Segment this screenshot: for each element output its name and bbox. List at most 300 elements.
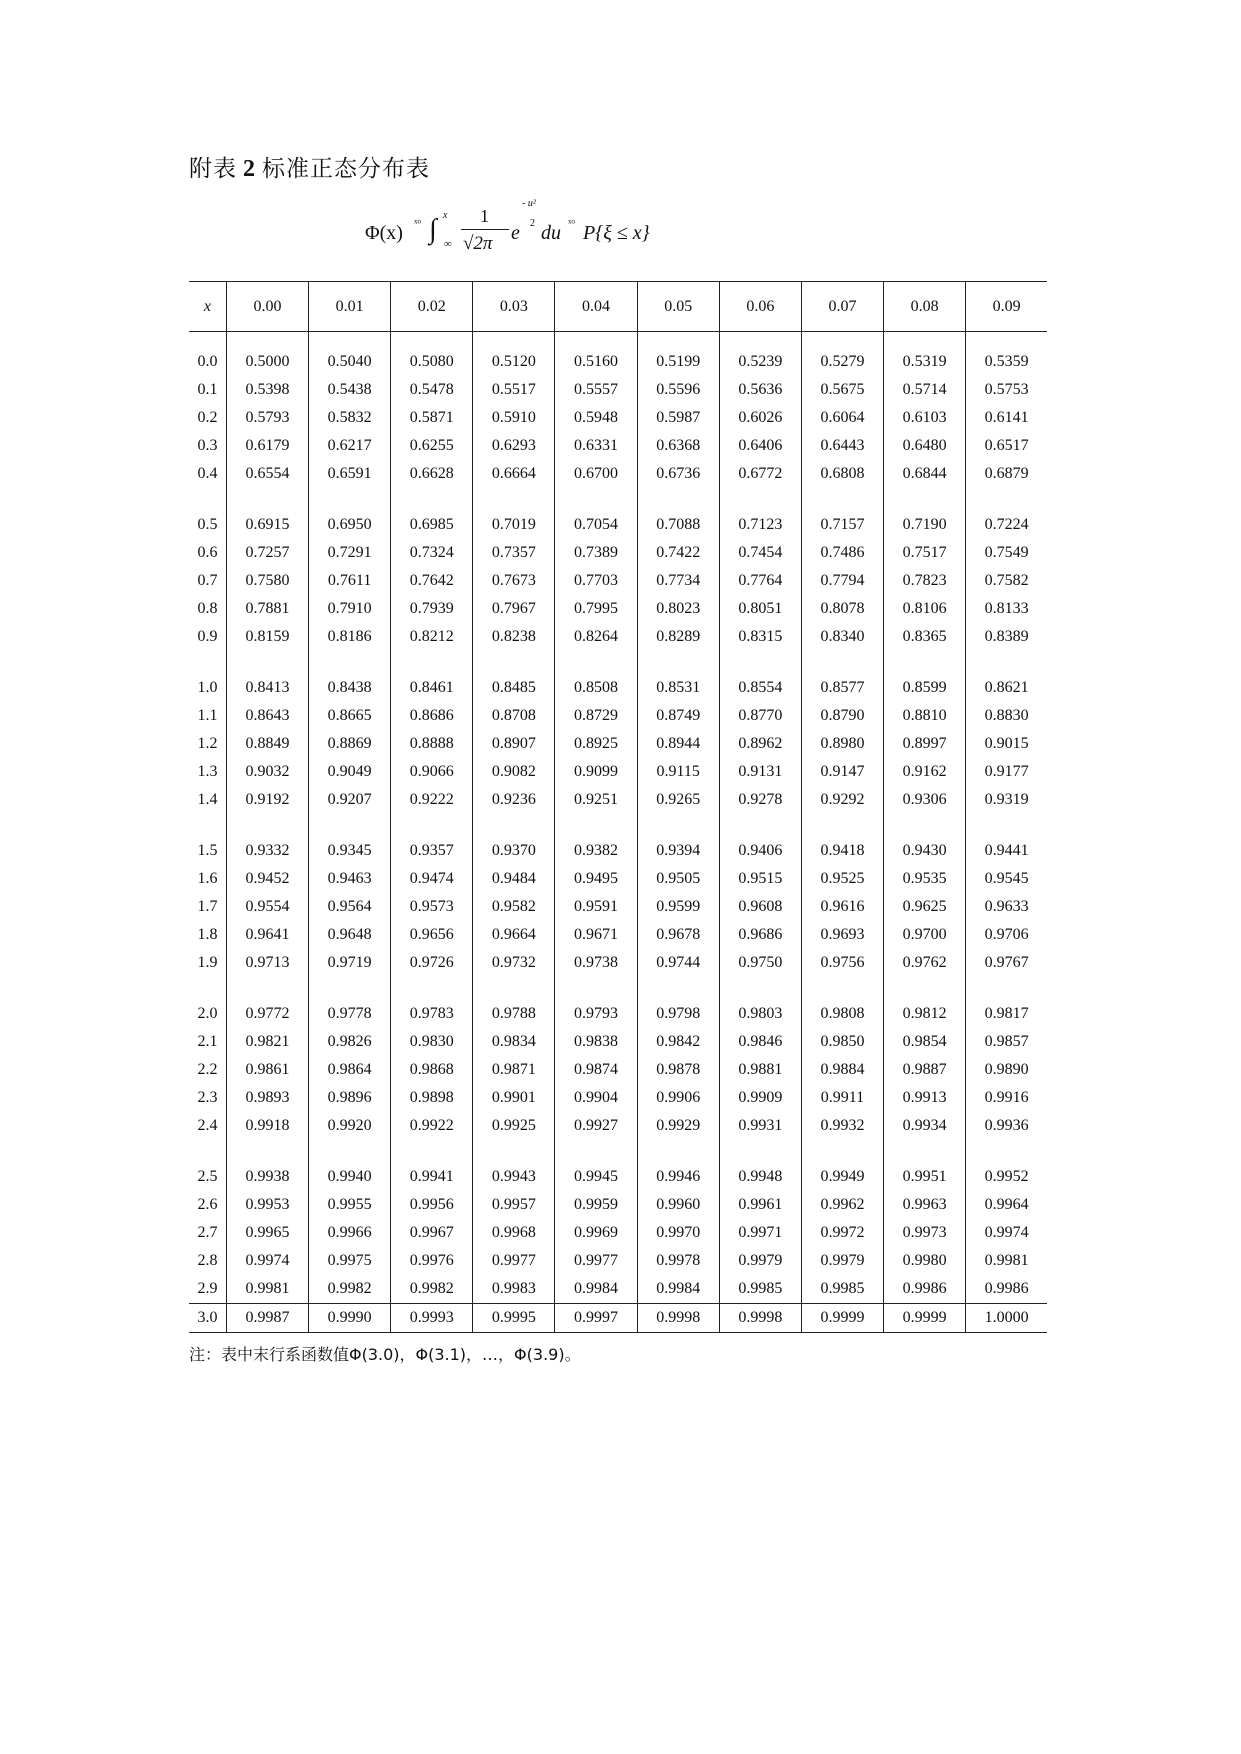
table-cell: 0.6255 <box>391 432 473 460</box>
table-cell: 0.8962 <box>719 730 801 758</box>
table-cell: 0.9332 <box>226 814 308 865</box>
table-cell: 0.7486 <box>801 539 883 567</box>
table-cell: 0.9993 <box>391 1304 473 1333</box>
table-cell: 0.7389 <box>555 539 637 567</box>
table-cell: 0.9306 <box>884 786 966 814</box>
table-cell: 0.9969 <box>555 1219 637 1247</box>
table-cell: 0.7019 <box>473 488 555 539</box>
table-cell: 0.6368 <box>637 432 719 460</box>
normal-distribution-table <box>189 281 1047 1333</box>
table-cell: 0.8508 <box>555 651 637 702</box>
table-cell: 0.9726 <box>391 949 473 977</box>
table-cell: 0.9788 <box>473 977 555 1028</box>
table-cell: 0.7224 <box>966 488 1047 539</box>
table-cell: 0.9370 <box>473 814 555 865</box>
table-row <box>189 949 1047 977</box>
table-cell: 0.9345 <box>309 814 391 865</box>
formula-eq-sign-1: ˣᵒ <box>414 216 421 230</box>
table-cell: 0.9977 <box>473 1247 555 1275</box>
row-x-value: 3.0 <box>189 1304 226 1333</box>
table-cell: 0.6293 <box>473 432 555 460</box>
table-cell: 0.8159 <box>226 623 308 651</box>
table-cell: 0.9664 <box>473 921 555 949</box>
table-cell: 0.9906 <box>637 1084 719 1112</box>
row-x-value: 0.7 <box>197 572 218 589</box>
row-x-value: 0.0 <box>197 353 218 370</box>
row-x-value: 0.9 <box>197 628 218 645</box>
table-cell: 0.9573 <box>391 893 473 921</box>
row-x-value: 2.9 <box>197 1280 218 1297</box>
row-x-value: 2.0 <box>197 1005 218 1022</box>
table-cell: 0.6700 <box>555 460 637 488</box>
table-cell: 0.5398 <box>226 376 308 404</box>
table-cell: 0.9082 <box>473 758 555 786</box>
table-cell: 0.9986 <box>966 1275 1047 1304</box>
table-cell: 0.9778 <box>309 977 391 1028</box>
table-cell: 0.9616 <box>801 893 883 921</box>
header-col: 0.04 <box>555 282 637 332</box>
table-row <box>189 1304 1047 1333</box>
table-cell: 0.5714 <box>884 376 966 404</box>
table-cell: 0.5199 <box>637 332 719 377</box>
table-cell: 0.8554 <box>719 651 801 702</box>
integral-sign: ∫ <box>429 214 437 245</box>
table-row <box>189 567 1047 595</box>
table-cell: 0.9973 <box>884 1219 966 1247</box>
table-cell: 0.6141 <box>966 404 1047 432</box>
table-cell: 0.9909 <box>719 1084 801 1112</box>
table-cell: 0.9984 <box>637 1275 719 1304</box>
table-cell: 0.9066 <box>391 758 473 786</box>
table-cell: 0.7324 <box>391 539 473 567</box>
table-cell: 0.7549 <box>966 539 1047 567</box>
table-cell: 0.6772 <box>719 460 801 488</box>
table-row <box>189 651 1047 702</box>
table-cell: 0.9979 <box>801 1247 883 1275</box>
table-cell: 0.9582 <box>473 893 555 921</box>
table-cell: 0.9015 <box>966 730 1047 758</box>
table-cell: 0.9890 <box>966 1056 1047 1084</box>
table-cell: 0.5319 <box>884 332 966 377</box>
table-cell: 0.9608 <box>719 893 801 921</box>
table-cell: 0.5517 <box>473 376 555 404</box>
table-cell: 0.7673 <box>473 567 555 595</box>
table-cell: 0.9943 <box>473 1140 555 1191</box>
table-cell: 0.8461 <box>391 651 473 702</box>
table-cell: 0.8907 <box>473 730 555 758</box>
table-cell: 0.9963 <box>884 1191 966 1219</box>
table-cell: 0.8106 <box>884 595 966 623</box>
table-cell: 0.9898 <box>391 1084 473 1112</box>
table-cell: 0.7123 <box>719 488 801 539</box>
table-cell: 0.7967 <box>473 595 555 623</box>
table-cell: 0.9976 <box>391 1247 473 1275</box>
table-row <box>189 893 1047 921</box>
table-cell: 0.6331 <box>555 432 637 460</box>
table-cell: 0.7088 <box>637 488 719 539</box>
row-x-value: 1.4 <box>197 791 218 808</box>
table-cell: 0.8665 <box>309 702 391 730</box>
row-x-value: 2.1 <box>197 1033 218 1050</box>
table-cell: 0.9960 <box>637 1191 719 1219</box>
table-cell: 0.9920 <box>309 1112 391 1140</box>
table-row <box>189 1084 1047 1112</box>
table-header-row <box>189 282 1047 332</box>
integral-upper-limit: x <box>443 210 448 221</box>
header-col: 0.02 <box>391 282 473 332</box>
row-x-value: 2.3 <box>197 1089 218 1106</box>
row-x-value: 1.3 <box>197 763 218 780</box>
table-cell: 0.9962 <box>801 1191 883 1219</box>
table-cell: 0.8869 <box>309 730 391 758</box>
table-row <box>189 702 1047 730</box>
table-cell: 0.9964 <box>966 1191 1047 1219</box>
table-cell: 0.8340 <box>801 623 883 651</box>
table-cell: 0.7611 <box>309 567 391 595</box>
table-row <box>189 623 1047 651</box>
table-cell: 0.9525 <box>801 865 883 893</box>
table-cell: 0.9406 <box>719 814 801 865</box>
table-row <box>189 786 1047 814</box>
table-cell: 0.6808 <box>801 460 883 488</box>
table-cell: 0.5910 <box>473 404 555 432</box>
table-cell: 0.5279 <box>801 332 883 377</box>
table-cell: 1.0000 <box>966 1304 1047 1333</box>
table-cell: 0.5987 <box>637 404 719 432</box>
table-cell: 0.6664 <box>473 460 555 488</box>
table-row <box>189 1219 1047 1247</box>
table-cell: 0.9974 <box>966 1219 1047 1247</box>
table-cell: 0.9881 <box>719 1056 801 1084</box>
table-cell: 0.9952 <box>966 1140 1047 1191</box>
row-x-value: 2.5 <box>197 1168 218 1185</box>
table-cell: 0.8238 <box>473 623 555 651</box>
table-cell: 0.5557 <box>555 376 637 404</box>
table-cell: 0.7291 <box>309 539 391 567</box>
table-cell: 0.9147 <box>801 758 883 786</box>
table-cell: 0.9049 <box>309 758 391 786</box>
table-cell: 0.8264 <box>555 623 637 651</box>
table-row <box>189 730 1047 758</box>
table-cell: 0.9956 <box>391 1191 473 1219</box>
table-cell: 0.9625 <box>884 893 966 921</box>
table-cell: 0.7642 <box>391 567 473 595</box>
table-cell: 0.8413 <box>226 651 308 702</box>
table-cell: 0.9452 <box>226 865 308 893</box>
row-x-value: 1.2 <box>197 735 218 752</box>
table-cell: 0.9278 <box>719 786 801 814</box>
table-cell: 0.9382 <box>555 814 637 865</box>
table-cell: 0.8770 <box>719 702 801 730</box>
table-cell: 0.8389 <box>966 623 1047 651</box>
table-cell: 0.9981 <box>966 1247 1047 1275</box>
table-cell: 0.9545 <box>966 865 1047 893</box>
exponential-base: e <box>511 222 520 244</box>
table-cell: 0.9430 <box>884 814 966 865</box>
table-cell: 0.9922 <box>391 1112 473 1140</box>
table-row <box>189 376 1047 404</box>
table-row <box>189 1056 1047 1084</box>
table-cell: 0.5793 <box>226 404 308 432</box>
table-cell: 0.9474 <box>391 865 473 893</box>
table-cell: 0.9842 <box>637 1028 719 1056</box>
table-cell: 0.5478 <box>391 376 473 404</box>
table-cell: 0.9394 <box>637 814 719 865</box>
table-cell: 0.9192 <box>226 786 308 814</box>
table-row <box>189 921 1047 949</box>
table-cell: 0.8888 <box>391 730 473 758</box>
table-cell: 0.6879 <box>966 460 1047 488</box>
table-cell: 0.9812 <box>884 977 966 1028</box>
table-cell: 0.9830 <box>391 1028 473 1056</box>
table-row <box>189 432 1047 460</box>
table-cell: 0.9700 <box>884 921 966 949</box>
row-x-value: 0.2 <box>197 409 218 426</box>
table-cell: 0.8790 <box>801 702 883 730</box>
fraction-numerator: 1 <box>480 206 489 226</box>
table-cell: 0.9719 <box>309 949 391 977</box>
table-cell: 0.9817 <box>966 977 1047 1028</box>
table-cell: 0.5080 <box>391 332 473 377</box>
table-cell: 0.8599 <box>884 651 966 702</box>
table-cell: 0.9857 <box>966 1028 1047 1056</box>
exponent-bottom: 2 <box>530 218 535 229</box>
table-cell: 0.9957 <box>473 1191 555 1219</box>
table-cell: 0.9099 <box>555 758 637 786</box>
table-cell: 0.8830 <box>966 702 1047 730</box>
table-cell: 0.7939 <box>391 595 473 623</box>
table-cell: 0.9951 <box>884 1140 966 1191</box>
table-cell: 0.9821 <box>226 1028 308 1056</box>
table-row <box>189 595 1047 623</box>
integral-lower-limit: ∞ <box>444 238 452 250</box>
table-cell: 0.9999 <box>801 1304 883 1333</box>
table-cell: 0.5120 <box>473 332 555 377</box>
table-cell: 0.8365 <box>884 623 966 651</box>
table-cell: 0.9904 <box>555 1084 637 1112</box>
table-cell: 0.9418 <box>801 814 883 865</box>
table-cell: 0.6406 <box>719 432 801 460</box>
row-x-value: 1.6 <box>197 870 218 887</box>
table-cell: 0.9484 <box>473 865 555 893</box>
table-cell: 0.7995 <box>555 595 637 623</box>
table-cell: 0.9706 <box>966 921 1047 949</box>
title-number: 2 <box>243 156 256 182</box>
table-cell: 0.9762 <box>884 949 966 977</box>
table-cell: 0.9887 <box>884 1056 966 1084</box>
table-cell: 0.7190 <box>884 488 966 539</box>
table-cell: 0.9911 <box>801 1084 883 1112</box>
table-cell: 0.8289 <box>637 623 719 651</box>
table-cell: 0.9251 <box>555 786 637 814</box>
table-cell: 0.7580 <box>226 567 308 595</box>
table-cell: 0.9955 <box>309 1191 391 1219</box>
row-x-value: 0.5 <box>197 516 218 533</box>
table-cell: 0.8531 <box>637 651 719 702</box>
table-row <box>189 977 1047 1028</box>
table-cell: 0.9803 <box>719 977 801 1028</box>
table-cell: 0.9998 <box>637 1304 719 1333</box>
table-body <box>189 332 1047 1333</box>
table-cell: 0.9918 <box>226 1112 308 1140</box>
table-cell: 0.5239 <box>719 332 801 377</box>
table-cell: 0.9222 <box>391 786 473 814</box>
table-cell: 0.9925 <box>473 1112 555 1140</box>
row-x-value: 0.3 <box>197 437 218 454</box>
table-row <box>189 865 1047 893</box>
table-cell: 0.8980 <box>801 730 883 758</box>
table-cell: 0.9854 <box>884 1028 966 1056</box>
table-cell: 0.9929 <box>637 1112 719 1140</box>
table-cell: 0.9131 <box>719 758 801 786</box>
table-cell: 0.9932 <box>801 1112 883 1140</box>
table-cell: 0.9949 <box>801 1140 883 1191</box>
table-cell: 0.6480 <box>884 432 966 460</box>
row-x-value: 1.1 <box>197 707 218 724</box>
table-cell: 0.9850 <box>801 1028 883 1056</box>
table-cell: 0.9968 <box>473 1219 555 1247</box>
table-cell: 0.5359 <box>966 332 1047 377</box>
row-x-value: 2.8 <box>197 1252 218 1269</box>
table-cell: 0.6517 <box>966 432 1047 460</box>
table-cell: 0.9641 <box>226 921 308 949</box>
table-cell: 0.9798 <box>637 977 719 1028</box>
table-cell: 0.9599 <box>637 893 719 921</box>
table-cell: 0.9808 <box>801 977 883 1028</box>
table-cell: 0.9783 <box>391 977 473 1028</box>
table-cell: 0.9987 <box>226 1304 308 1333</box>
table-cell: 0.8997 <box>884 730 966 758</box>
table-row <box>189 332 1047 377</box>
header-x: x <box>189 282 226 332</box>
table-row <box>189 460 1047 488</box>
table-cell: 0.6443 <box>801 432 883 460</box>
table-cell: 0.9995 <box>473 1304 555 1333</box>
table-cell: 0.9978 <box>637 1247 719 1275</box>
table-cell: 0.7454 <box>719 539 801 567</box>
header-col: 0.00 <box>226 282 308 332</box>
table-cell: 0.9846 <box>719 1028 801 1056</box>
row-x-value: 1.0 <box>197 679 218 696</box>
table-cell: 0.8749 <box>637 702 719 730</box>
table-row <box>189 404 1047 432</box>
table-cell: 0.9874 <box>555 1056 637 1084</box>
table-cell: 0.9896 <box>309 1084 391 1112</box>
table-cell: 0.9931 <box>719 1112 801 1140</box>
table-cell: 0.8729 <box>555 702 637 730</box>
formula-eq-sign-2: ˣᵒ <box>568 216 575 230</box>
table-cell: 0.9986 <box>884 1275 966 1304</box>
table-cell: 0.8051 <box>719 595 801 623</box>
header-col: 0.08 <box>884 282 966 332</box>
table-cell: 0.6064 <box>801 404 883 432</box>
title-text: 标准正态分布表 <box>262 156 430 182</box>
table-row <box>189 1112 1047 1140</box>
table-cell: 0.7910 <box>309 595 391 623</box>
table-cell: 0.9884 <box>801 1056 883 1084</box>
table-cell: 0.9678 <box>637 921 719 949</box>
table-cell: 0.8686 <box>391 702 473 730</box>
table-cell: 0.9916 <box>966 1084 1047 1112</box>
table-cell: 0.9505 <box>637 865 719 893</box>
table-cell: 0.9984 <box>555 1275 637 1304</box>
table-cell: 0.5675 <box>801 376 883 404</box>
table-cell: 0.9999 <box>884 1304 966 1333</box>
table-cell: 0.8315 <box>719 623 801 651</box>
header-col: 0.03 <box>473 282 555 332</box>
table-cell: 0.9732 <box>473 949 555 977</box>
table-cell: 0.5160 <box>555 332 637 377</box>
table-cell: 0.9936 <box>966 1112 1047 1140</box>
table-cell: 0.7794 <box>801 567 883 595</box>
table-cell: 0.9985 <box>719 1275 801 1304</box>
table-cell: 0.9633 <box>966 893 1047 921</box>
table-cell: 0.9207 <box>309 786 391 814</box>
row-x-value: 0.8 <box>197 600 218 617</box>
table-cell: 0.7764 <box>719 567 801 595</box>
table-cell: 0.8577 <box>801 651 883 702</box>
table-cell: 0.9941 <box>391 1140 473 1191</box>
table-cell: 0.7734 <box>637 567 719 595</box>
table-row <box>189 488 1047 539</box>
table-cell: 0.6591 <box>309 460 391 488</box>
table-cell: 0.9946 <box>637 1140 719 1191</box>
table-cell: 0.7157 <box>801 488 883 539</box>
table-cell: 0.9357 <box>391 814 473 865</box>
table-cell: 0.8621 <box>966 651 1047 702</box>
row-x-value: 1.5 <box>197 842 218 859</box>
table-cell: 0.9648 <box>309 921 391 949</box>
table-cell: 0.9901 <box>473 1084 555 1112</box>
table-cell: 0.9938 <box>226 1140 308 1191</box>
table-cell: 0.8212 <box>391 623 473 651</box>
table-cell: 0.6985 <box>391 488 473 539</box>
table-cell: 0.8485 <box>473 651 555 702</box>
table-row <box>189 1028 1047 1056</box>
table-cell: 0.9591 <box>555 893 637 921</box>
table-cell: 0.5832 <box>309 404 391 432</box>
table-cell: 0.9686 <box>719 921 801 949</box>
row-x-value: 2.2 <box>197 1061 218 1078</box>
differential: du <box>541 222 561 244</box>
table-cell: 0.9032 <box>226 758 308 786</box>
table-cell: 0.9756 <box>801 949 883 977</box>
table-cell: 0.9927 <box>555 1112 637 1140</box>
table-cell: 0.9893 <box>226 1084 308 1112</box>
table-row <box>189 1191 1047 1219</box>
title-prefix: 附表 <box>189 156 237 182</box>
row-x-value: 1.9 <box>197 954 218 971</box>
table-cell: 0.9997 <box>555 1304 637 1333</box>
table-cell: 0.5871 <box>391 404 473 432</box>
table-cell: 0.9878 <box>637 1056 719 1084</box>
table-cell: 0.9744 <box>637 949 719 977</box>
table-cell: 0.9985 <box>801 1275 883 1304</box>
table-cell: 0.6217 <box>309 432 391 460</box>
table-cell: 0.9162 <box>884 758 966 786</box>
table-cell: 0.9998 <box>719 1304 801 1333</box>
row-x-value: 0.4 <box>197 465 218 482</box>
row-x-value: 0.1 <box>197 381 218 398</box>
table-cell: 0.9738 <box>555 949 637 977</box>
table-row <box>189 758 1047 786</box>
header-col: 0.07 <box>801 282 883 332</box>
table-cell: 0.9982 <box>309 1275 391 1304</box>
table-cell: 0.9953 <box>226 1191 308 1219</box>
table-footnote: 注：表中末行系函数值Φ(3.0)，Φ(3.1)，…，Φ(3.9)。 <box>189 1345 581 1364</box>
table-row <box>189 1247 1047 1275</box>
table-cell: 0.9236 <box>473 786 555 814</box>
